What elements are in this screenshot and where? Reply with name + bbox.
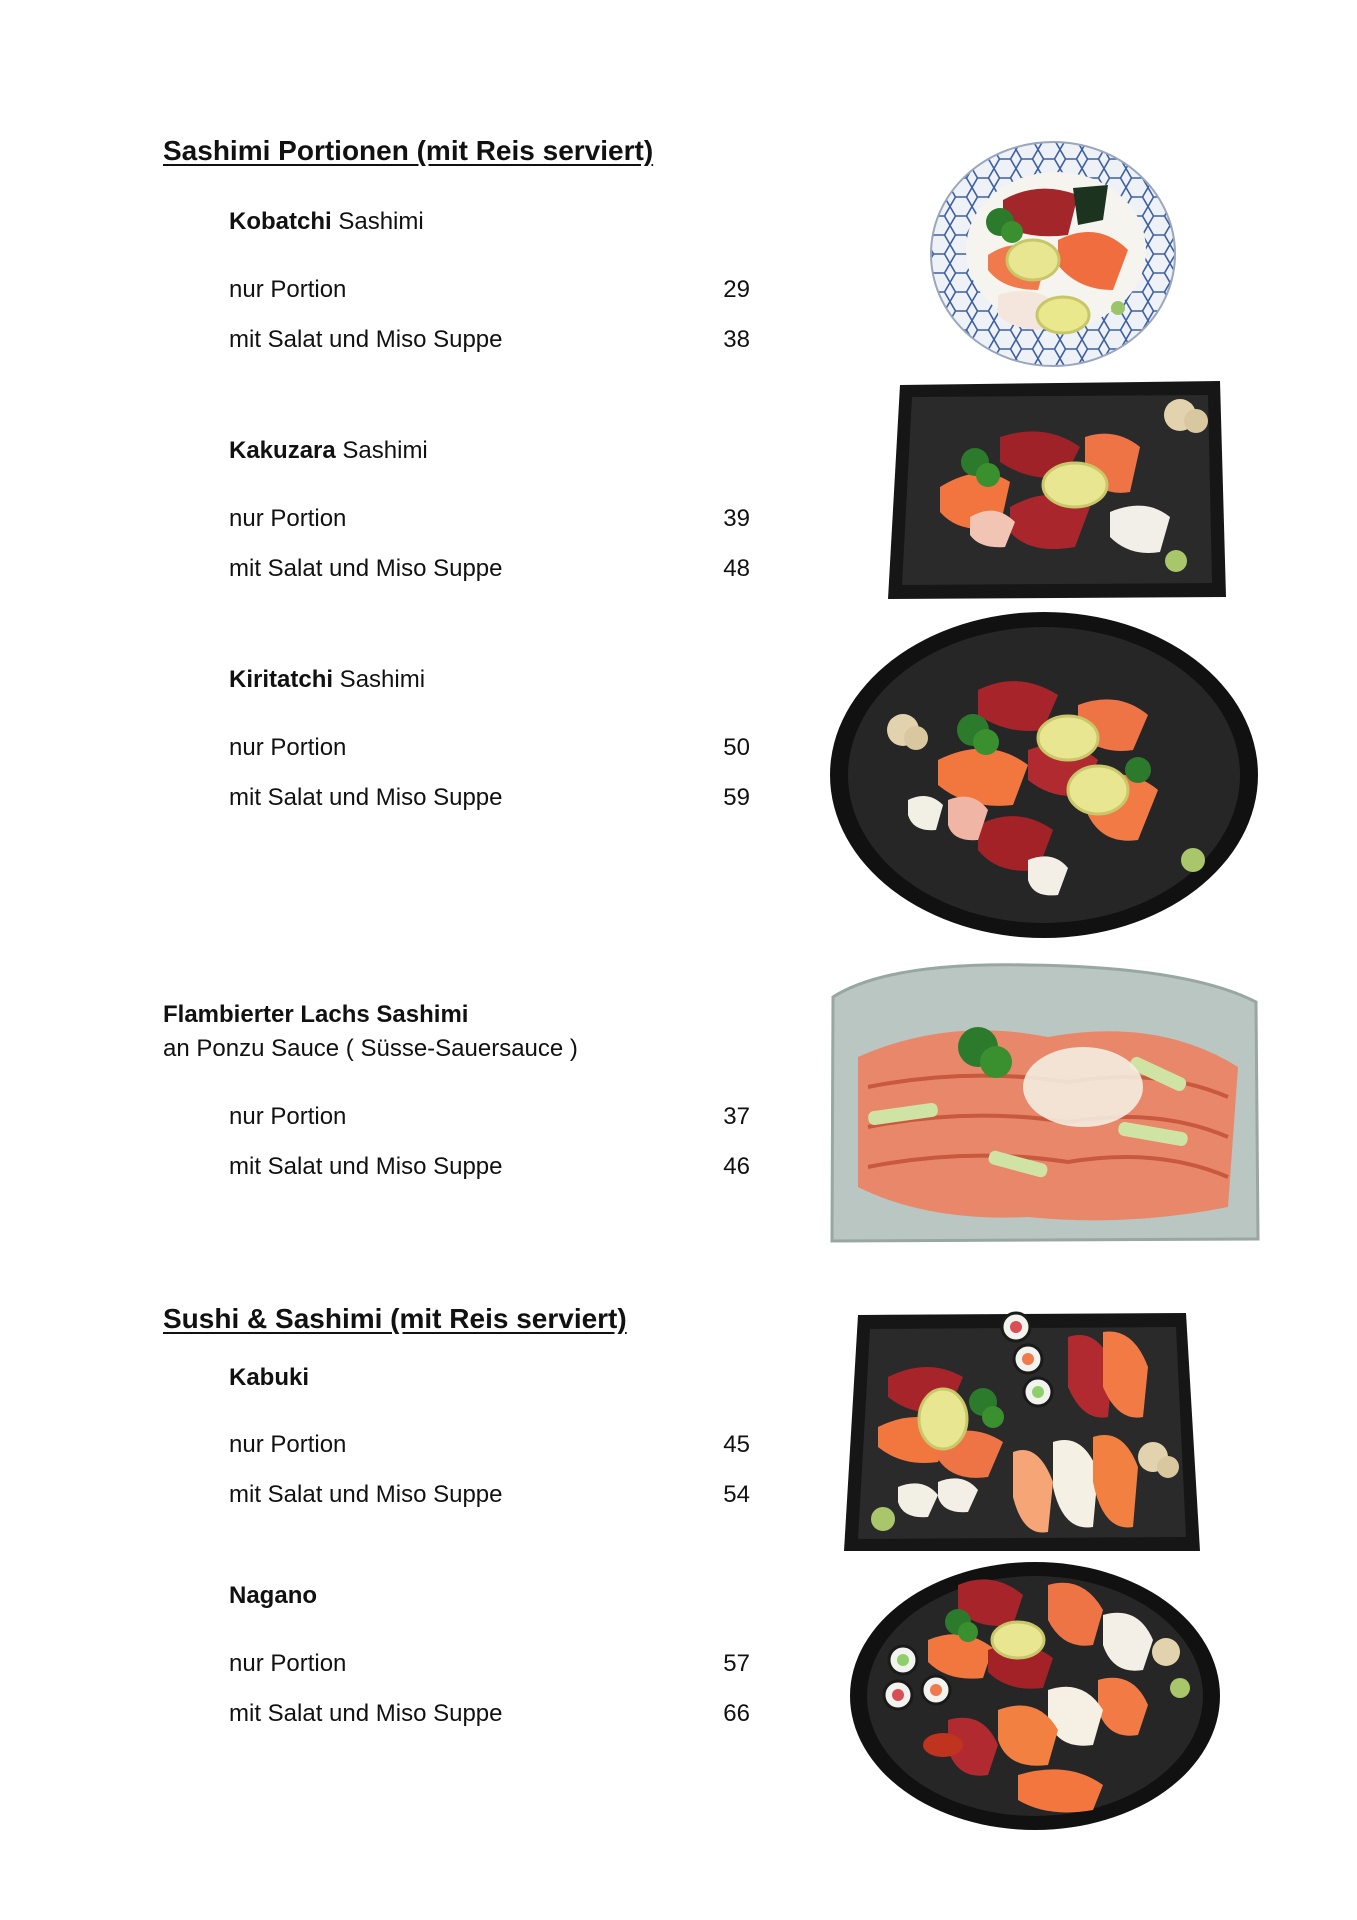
option-price: 57	[723, 1650, 750, 1677]
option-label: mit Salat und Miso Suppe	[229, 326, 503, 353]
option-price: 59	[723, 784, 750, 811]
option-price: 37	[723, 1103, 750, 1130]
option-price: 45	[723, 1431, 750, 1458]
option-label: mit Salat und Miso Suppe	[229, 784, 503, 811]
photo-nagano	[848, 1560, 1222, 1832]
option-price: 66	[723, 1700, 750, 1727]
option-label: nur Portion	[229, 1650, 347, 1677]
option-label: mit Salat und Miso Suppe	[229, 1481, 503, 1508]
option-price: 39	[723, 505, 750, 532]
item-title-kiritatchi: Kiritatchi Sashimi	[229, 666, 426, 693]
item-subtitle: an Ponzu Sauce ( Süsse-Sauersauce )	[163, 1035, 578, 1062]
option-price: 48	[723, 555, 750, 582]
section-heading-sushi-sashimi: Sushi & Sashimi (mit Reis serviert)	[163, 1303, 627, 1334]
section-heading-sashimi-portionen: Sashimi Portionen (mit Reis serviert)	[163, 135, 654, 166]
option-label: nur Portion	[229, 734, 347, 761]
photo-kakuzara-sashimi	[880, 377, 1228, 603]
option-price: 46	[723, 1153, 750, 1180]
option-label: mit Salat und Miso Suppe	[229, 555, 503, 582]
photo-flambierter-lachs	[828, 957, 1260, 1247]
option-price: 38	[723, 326, 750, 353]
item-title-kabuki: Kabuki	[229, 1364, 310, 1391]
option-label: nur Portion	[229, 1103, 347, 1130]
option-price: 50	[723, 734, 750, 761]
item-title-flambierter-lachs: Flambierter Lachs Sashimi	[163, 1001, 469, 1028]
option-label: nur Portion	[229, 1431, 347, 1458]
item-title-nagano: Nagano	[229, 1582, 318, 1609]
item-title-kobatchi: Kobatchi Sashimi	[229, 208, 424, 235]
photo-kabuki	[838, 1307, 1218, 1557]
option-price: 29	[723, 276, 750, 303]
photo-kobatchi-sashimi	[928, 140, 1178, 368]
option-label: nur Portion	[229, 276, 347, 303]
option-label: mit Salat und Miso Suppe	[229, 1153, 503, 1180]
option-price: 54	[723, 1481, 750, 1508]
option-label: nur Portion	[229, 505, 347, 532]
option-label: mit Salat und Miso Suppe	[229, 1700, 503, 1727]
item-title-kakuzara: Kakuzara Sashimi	[229, 437, 428, 464]
photo-kiritatchi-sashimi	[828, 610, 1260, 940]
